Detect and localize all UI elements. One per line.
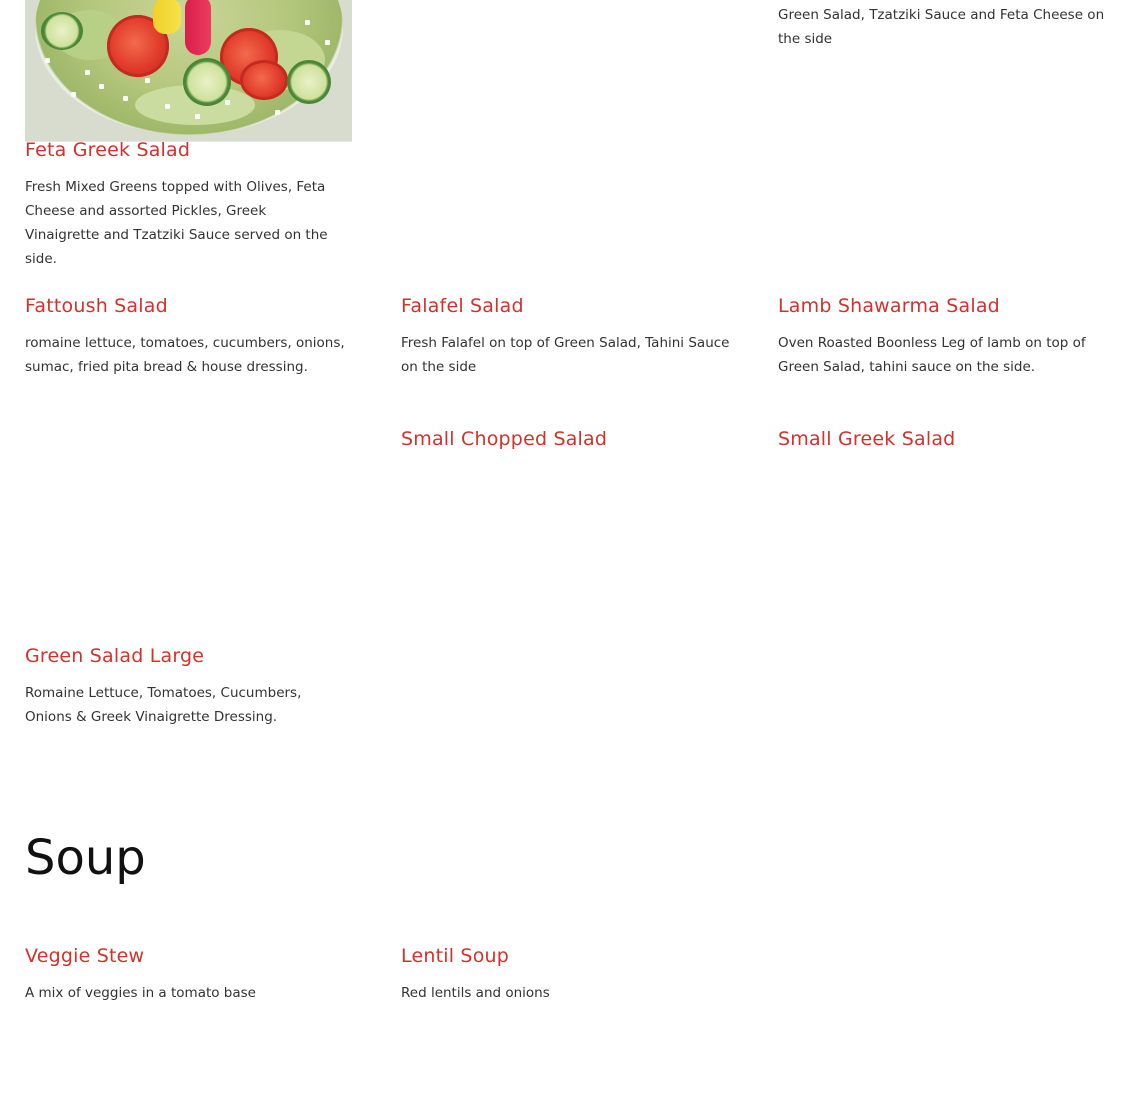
- menu-item-title[interactable]: Small Chopped Salad: [401, 428, 608, 450]
- menu-item-title[interactable]: Lamb Shawarma Salad: [778, 295, 1000, 317]
- menu-item-description: Romaine Lettuce, Tomatoes, Cucumbers, Onions & Greek Vinaigrette Dressing.: [25, 685, 302, 725]
- menu-item-description: Oven Roasted Boonless Leg of lamb on top of Green Salad, tahini sauce on the side.: [778, 335, 1086, 375]
- menu-item-description: Red lentils and onions: [401, 985, 550, 1001]
- menu-item-title[interactable]: Lentil Soup: [401, 945, 510, 967]
- menu-item-title[interactable]: Fattoush Salad: [25, 295, 168, 317]
- menu-item-title[interactable]: Small Greek Salad: [778, 428, 956, 450]
- menu-item-title[interactable]: Green Salad Large: [25, 645, 205, 667]
- section-heading-soup: Soup: [25, 830, 146, 886]
- menu-item-title[interactable]: Feta Greek Salad: [25, 139, 191, 161]
- menu-item-description: A mix of veggies in a tomato base: [25, 985, 256, 1001]
- menu-item-description: Fresh Mixed Greens topped with Olives, Feta Cheese and assorted Pickles, Greek Vinaigrette and Tzatziki Sauce served on the side.: [25, 179, 328, 267]
- menu-item-title[interactable]: Veggie Stew: [25, 945, 145, 967]
- menu-item-description: romaine lettuce, tomatoes, cucumbers, onions, sumac, fried pita bread & house dressing.: [25, 335, 345, 375]
- menu-item-description: Fresh Falafel on top of Green Salad, Tahini Sauce on the side: [401, 335, 730, 375]
- salad-photo: [25, 0, 352, 142]
- menu-item-title[interactable]: Falafel Salad: [401, 295, 524, 317]
- menu-item-description: Green Salad, Tzatziki Sauce and Feta Cheese on the side: [778, 7, 1105, 47]
